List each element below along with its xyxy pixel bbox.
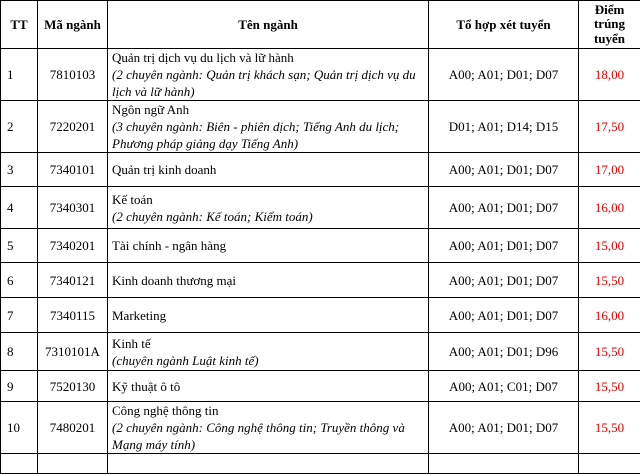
- major-name: Quản trị dịch vụ du lịch và lữ hành: [112, 49, 424, 66]
- major-code: 7340101: [38, 153, 108, 187]
- admission-score: 18,00: [579, 49, 640, 101]
- major-name: Tài chính - ngân hàng: [112, 237, 424, 254]
- header-score-line3: tuyển: [579, 32, 640, 47]
- row-number: [1, 454, 38, 474]
- major-name: Quản trị kinh doanh: [112, 161, 424, 178]
- admission-score: 17,50: [579, 101, 640, 153]
- major-specializations: (2 chuyên ngành: Kế toán; Kiểm toán): [112, 208, 424, 225]
- major-name-cell: [108, 333, 429, 371]
- table-row: [1, 187, 640, 229]
- major-code: 7340301: [38, 187, 108, 229]
- table-body: [1, 49, 640, 474]
- major-code: 7810103: [38, 49, 108, 101]
- subject-combinations: A00; A01; D01; D07: [429, 402, 579, 454]
- admission-score: 15,50: [579, 371, 640, 402]
- major-name-cell: [108, 263, 429, 298]
- header-score-line1: Điểm: [579, 3, 640, 18]
- header-row: [1, 1, 640, 49]
- major-name-cell: [108, 49, 429, 101]
- major-name-cell: [108, 153, 429, 187]
- major-code: 7340201: [38, 229, 108, 263]
- subject-combinations: [429, 454, 579, 474]
- header-code: Mã ngành: [38, 1, 108, 49]
- major-code: 7480201: [38, 402, 108, 454]
- admission-score: 15,50: [579, 333, 640, 371]
- major-specializations: (3 chuyên ngành: Biên - phiên dịch; Tiếng Anh du lịch; Phương pháp giảng dạy Tiếng Anh): [112, 118, 424, 152]
- major-name-cell: [108, 298, 429, 333]
- admission-score: 17,00: [579, 153, 640, 187]
- major-code: [38, 454, 108, 474]
- subject-combinations: A00; A01; D01; D07: [429, 49, 579, 101]
- major-name: Công nghệ thông tin: [112, 402, 424, 419]
- major-name-cell: [108, 454, 429, 474]
- major-name: Ngôn ngữ Anh: [112, 101, 424, 118]
- major-specializations: (2 chuyên ngành: Công nghệ thông tin; Truyền thông và Mạng máy tính): [112, 419, 424, 453]
- subject-combinations: A00; A01; D01; D07: [429, 298, 579, 333]
- row-number: 9: [1, 371, 38, 402]
- major-name: Kế toán: [112, 191, 424, 208]
- major-code: 7220201: [38, 101, 108, 153]
- major-name-cell: [108, 229, 429, 263]
- row-number: 3: [1, 153, 38, 187]
- row-number: 5: [1, 229, 38, 263]
- row-number: 7: [1, 298, 38, 333]
- row-number: 10: [1, 402, 38, 454]
- admission-score: 16,00: [579, 298, 640, 333]
- header-combo: Tổ hợp xét tuyển: [429, 1, 579, 49]
- major-name: Kinh doanh thương mại: [112, 272, 424, 289]
- major-code: 7310101A: [38, 333, 108, 371]
- major-name-cell: [108, 402, 429, 454]
- major-specializations: (chuyên ngành Luật kinh tế): [112, 352, 424, 369]
- table-row: [1, 229, 640, 263]
- table-row: [1, 153, 640, 187]
- admission-score: [579, 454, 640, 474]
- table-row: [1, 101, 640, 153]
- major-name-cell: [108, 101, 429, 153]
- subject-combinations: A00; A01; D01; D07: [429, 229, 579, 263]
- header-score: [579, 1, 640, 49]
- header-score-line2: trúng: [579, 17, 640, 32]
- major-name-cell: [108, 187, 429, 229]
- row-number: 8: [1, 333, 38, 371]
- table-row: [1, 298, 640, 333]
- subject-combinations: D01; A01; D14; D15: [429, 101, 579, 153]
- admission-score: 16,00: [579, 187, 640, 229]
- row-number: 6: [1, 263, 38, 298]
- table-row: [1, 371, 640, 402]
- subject-combinations: A00; A01; D01; D07: [429, 153, 579, 187]
- header-name: Tên ngành: [108, 1, 429, 49]
- row-number: 1: [1, 49, 38, 101]
- major-name: Kinh tế: [112, 335, 424, 352]
- row-number: 2: [1, 101, 38, 153]
- table-row: [1, 454, 640, 474]
- subject-combinations: A00; A01; D01; D96: [429, 333, 579, 371]
- major-name-cell: [108, 371, 429, 402]
- table-row: [1, 333, 640, 371]
- table-row: [1, 402, 640, 454]
- major-code: 7520130: [38, 371, 108, 402]
- header-tt: TT: [1, 1, 38, 49]
- major-name: Marketing: [112, 307, 424, 324]
- admission-score: 15,00: [579, 229, 640, 263]
- subject-combinations: A00; A01; D01; D07: [429, 187, 579, 229]
- subject-combinations: A00; A01; D01; D07: [429, 263, 579, 298]
- major-code: 7340115: [38, 298, 108, 333]
- admission-score: 15,50: [579, 402, 640, 454]
- major-specializations: (2 chuyên ngành: Quản trị khách sạn; Quản trị dịch vụ du lịch và lữ hành): [112, 66, 424, 100]
- table-row: [1, 263, 640, 298]
- admission-score: 15,50: [579, 263, 640, 298]
- major-name: Kỹ thuật ô tô: [112, 378, 424, 395]
- table-row: [1, 49, 640, 101]
- row-number: 4: [1, 187, 38, 229]
- subject-combinations: A00; A01; C01; D07: [429, 371, 579, 402]
- major-code: 7340121: [38, 263, 108, 298]
